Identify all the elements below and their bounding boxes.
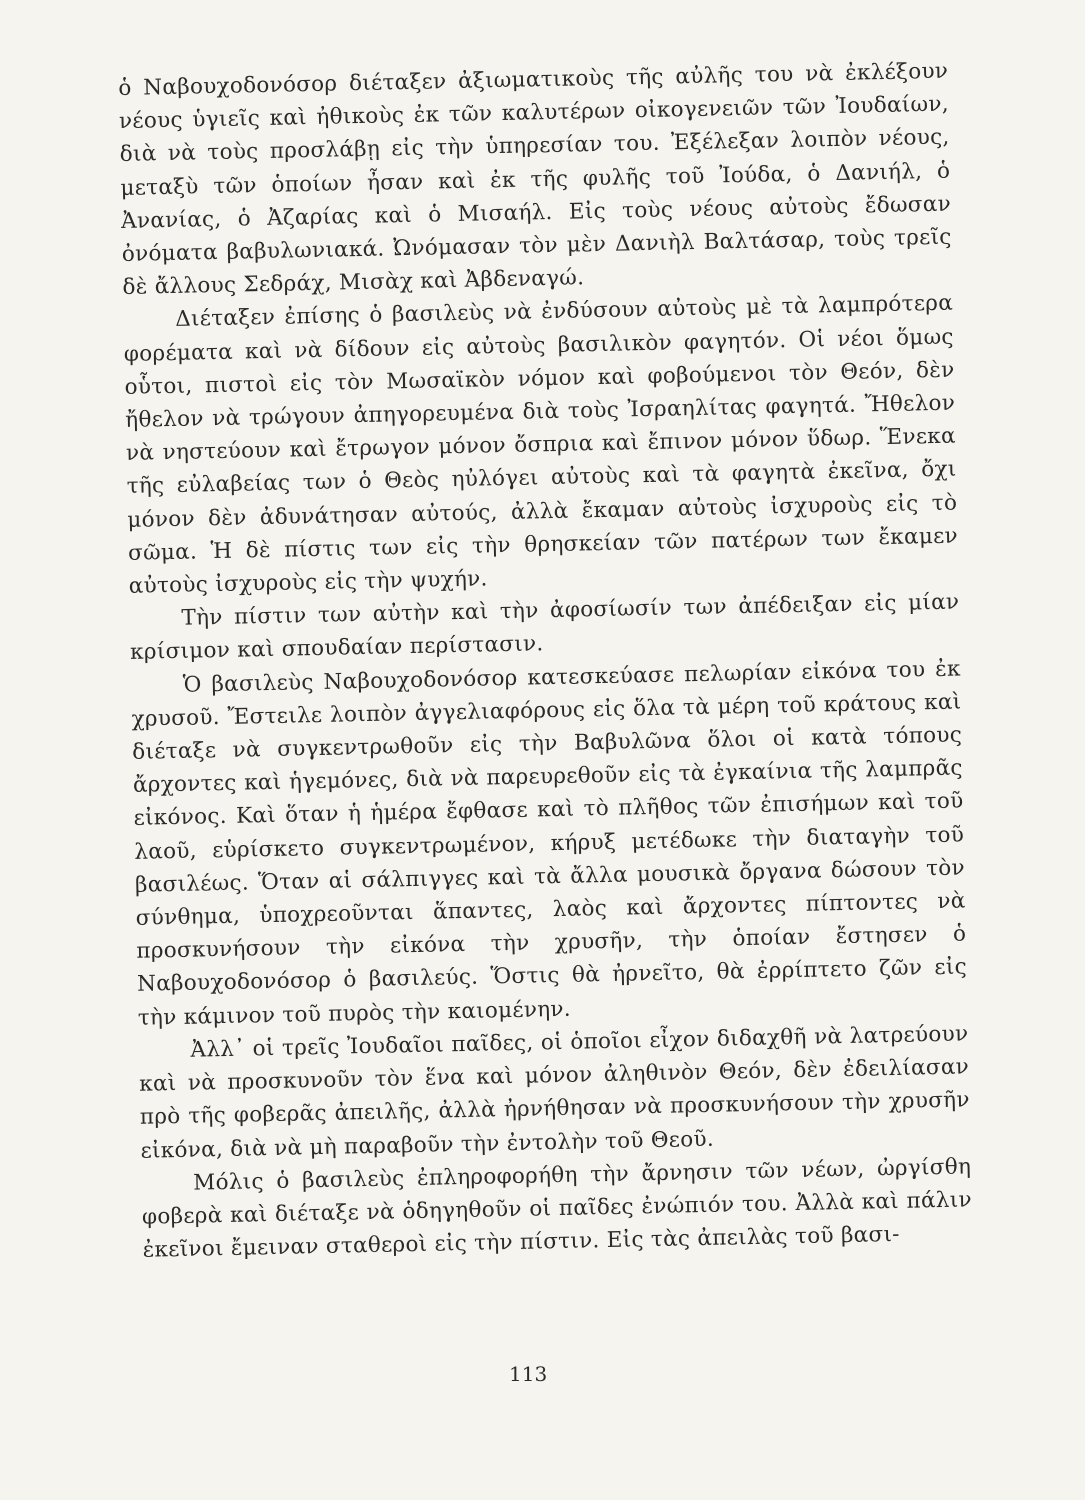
- paragraph: Ἀλλ᾽ οἱ τρεῖς Ἰουδαῖοι παῖδες, οἱ ὁποῖοι εἶχον διδαχθῆ νὰ λατρεύουν καὶ νὰ προσκυνοῦν τὸν ἕνα καὶ μόνον ἀληθινὸν Θεόν, δὲν ἐδειλίασαν πρὸ τῆς φοβερᾶς ἀπειλῆς, ἀλλὰ ἠρνήθησαν νὰ προσκυνήσουν τὴν χρυσῆν εἰκόνα, διὰ νὰ μὴ παραβοῦν τὴν ἐντολὴν τοῦ Θεοῦ.: [138, 1021, 970, 1164]
- paragraph: ὁ Ναβουχοδονόσορ διέταξεν ἀξιωματικοὺς τῆς αὐλῆς του νὰ ἐκλέξουν νέους ὑγιεῖς καὶ ἠθικοὺς ἐκ τῶν καλυτέρων οἰκογενειῶν τῶν Ἰουδαίων, διὰ νὰ τοὺς προσλάβῃ εἰς τὴν ὑπηρεσίαν του. Ἐξέλεξαν λοιπὸν νέους, μεταξὺ τῶν ὁποίων ἦσαν καὶ ἐκ τῆς φυλῆς τοῦ Ἰούδα, ὁ Δανιήλ, ὁ Ἀνανίας, ὁ Ἀζαρίας καὶ ὁ Μισαήλ. Εἰς τοὺς νέους αὐτοὺς ἔδωσαν ὀνόματα βαβυλωνιακά. Ὠνόμασαν τὸν μὲν Δανιὴλ Βαλτάσαρ, τοὺς τρεῖς δὲ ἄλλους Σεδράχ, Μισὰχ καὶ Ἀβδεναγώ.: [118, 58, 952, 301]
- paragraph: Μόλις ὁ βασιλεὺς ἐπληροφορήθη τὴν ἄρνησιν τῶν νέων, ὠργίσθη φοβερὰ καὶ διέταξε νὰ ὁδηγηθοῦν οἱ παῖδες ἐνώπιόν του. Ἀλλὰ καὶ πάλιν ἐκεῖνοι ἔμειναν σταθεροὶ εἰς τὴν πίστιν. Εἰς τὰς ἀπειλὰς τοῦ βασι-: [141, 1154, 973, 1263]
- paragraph: Τὴν πίστιν των αὐτὴν καὶ τὴν ἀφοσίωσίν των ἀπέδειξαν εἰς μίαν κρίσιμον καὶ σπουδαίαν περίστασιν.: [129, 589, 960, 666]
- paragraph: Διέταξεν ἐπίσης ὁ βασιλεὺς νὰ ἐνδύσουν αὐτοὺς μὲ τὰ λαμπρότερα φορέματα καὶ νὰ δίδουν εἰς αὐτοὺς βασιλικὸν φαγητόν. Οἱ νέοι ὅμως οὗτοι, πιστοὶ εἰς τὸν Μωσαϊκὸν νόμον καὶ φοβούμενοι τὸν Θεόν, δὲν ἤθελον νὰ τρώγουν ἀπηγορευμένα διὰ τοὺς Ἰσραηλίτας φαγητά. Ἤθελον νὰ νηστεύουν καὶ ἔτρωγον μόνον ὄσπρια καὶ ἔπινον μόνον ὕδωρ. Ἕνεκα τῆς εὐλαβείας των ὁ Θεὸς ηὐλόγει αὐτοὺς καὶ τὰ φαγητὰ ἐκεῖνα, ὄχι μόνον δὲν ἀδυνάτησαν αὐτούς, ἀλλὰ ἔκαμαν αὐτοὺς ἰσχυροὺς εἰς τὸ σῶμα. Ἡ δὲ πίστις των εἰς τὴν θρησκείαν τῶν πατέρων των ἔκαμεν αὐτοὺς ἰσχυροὺς εἰς τὴν ψυχήν.: [123, 290, 959, 599]
- body-text: [118, 55, 973, 1267]
- paragraph: Ὁ βασιλεὺς Ναβουχοδονόσορ κατεσκεύασε πελωρίαν εἰκόνα του ἐκ χρυσοῦ. Ἔστειλε λοιπὸν ἀγγελιαφόρους εἰς ὅλα τὰ μέρη τοῦ κράτους καὶ διέταξε νὰ συγκεντρωθοῦν εἰς τὴν Βαβυλῶνα ὅλοι οἱ κατὰ τόπους ἄρχοντες καὶ ἡγεμόνες, διὰ νὰ παρευρεθοῦν εἰς τὰ ἐγκαίνια τῆς λαμπρᾶς εἰκόνος. Καὶ ὅταν ἡ ἡμέρα ἔφθασε καὶ τὸ πλῆθος τῶν ἐπισήμων καὶ τοῦ λαοῦ, εὑρίσκετο συγκεντρωμένον, κήρυξ μετέδωκε τὴν διαταγὴν τοῦ βασιλέως. Ὅταν αἱ σάλπιγγες καὶ τὰ ἄλλα μουσικὰ ὄργανα δώσουν τὸν σύνθημα, ὑποχρεοῦνται ἅπαντες, λαὸς καὶ ἄρχοντες πίπτοντες νὰ προσκυνήσουν τὴν εἰκόνα τὴν χρυσῆν, τὴν ὁποίαν ἔστησεν ὁ Ναβουχοδονόσορ ὁ βασιλεύς. Ὅστις θὰ ἠρνεῖτο, θὰ ἐρρίπτετο ζῶν εἰς τὴν κάμινον τοῦ πυρὸς τὴν καιομένην.: [131, 656, 968, 1031]
- page-number: 113: [509, 1362, 548, 1386]
